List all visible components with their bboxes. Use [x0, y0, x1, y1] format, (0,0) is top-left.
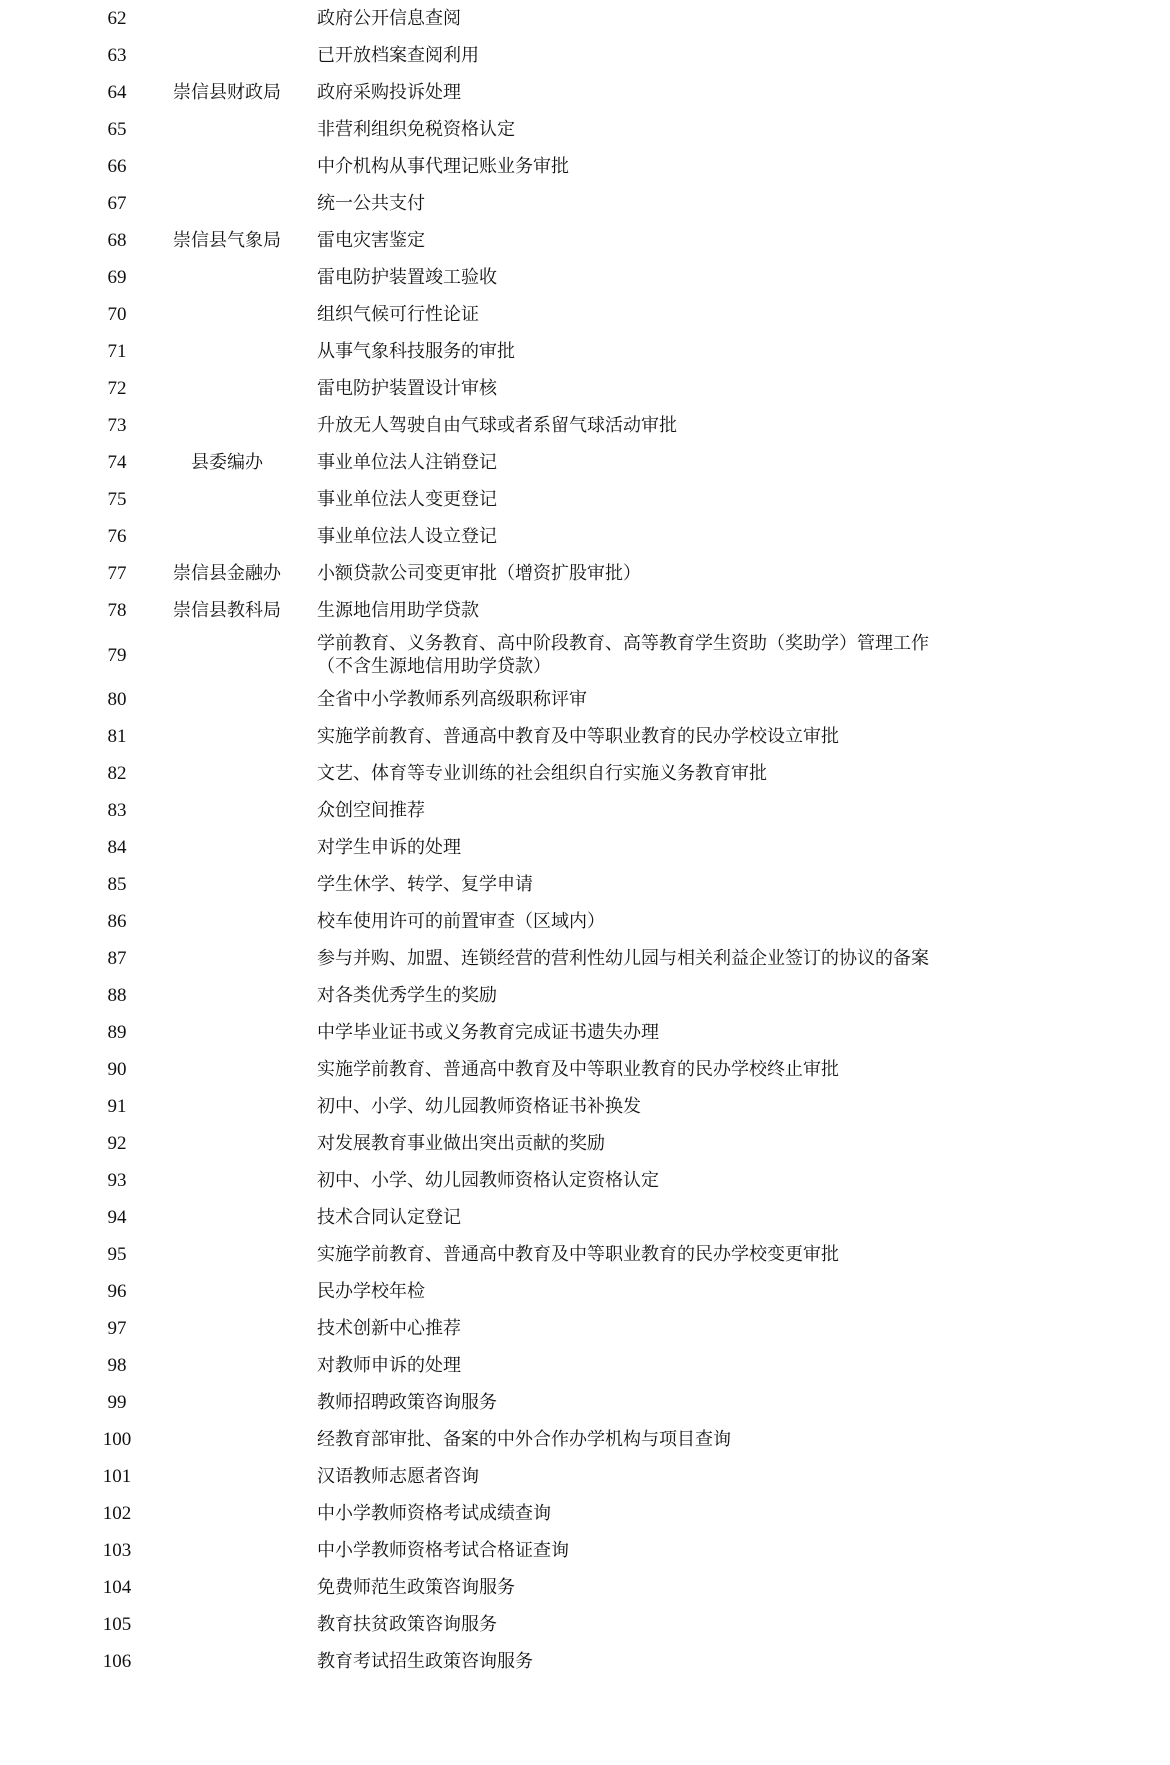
row-number: 64	[107, 82, 127, 103]
row-number: 87	[107, 948, 127, 969]
table-row	[0, 1458, 1170, 1495]
service-item-name: 技术创新中心推荐	[317, 1318, 461, 1339]
department-name	[156, 1643, 298, 1680]
row-number: 69	[107, 267, 127, 288]
service-item-name: 众创空间推荐	[317, 800, 425, 821]
table-row	[0, 296, 1170, 333]
row-number: 75	[107, 489, 127, 510]
department-name	[156, 37, 298, 74]
row-number: 103	[102, 1540, 132, 1561]
service-item-name: 经教育部审批、备案的中外合作办学机构与项目查询	[317, 1429, 731, 1450]
department-name	[156, 903, 298, 940]
row-number: 84	[107, 837, 127, 858]
department-name	[156, 1569, 298, 1606]
service-item-name: 中小学教师资格考试合格证查询	[317, 1540, 569, 1561]
department-name	[156, 1532, 298, 1569]
table-row	[0, 444, 1170, 481]
table-row	[0, 1643, 1170, 1680]
row-number: 74	[107, 452, 127, 473]
department-name	[156, 829, 298, 866]
table-row	[0, 903, 1170, 940]
row-number: 82	[107, 763, 127, 784]
table-row	[0, 111, 1170, 148]
department-name: 崇信县金融办	[173, 563, 281, 584]
service-item-name: 雷电防护装置设计审核	[317, 378, 497, 399]
service-item-name: 免费师范生政策咨询服务	[317, 1577, 515, 1598]
table-row	[0, 792, 1170, 829]
row-number: 88	[107, 985, 127, 1006]
department-name	[156, 1125, 298, 1162]
department-name	[156, 407, 298, 444]
row-number: 68	[107, 230, 127, 251]
department-name	[156, 333, 298, 370]
service-item-name: 民办学校年检	[317, 1281, 425, 1302]
row-number: 89	[107, 1022, 127, 1043]
service-item-name: 中小学教师资格考试成绩查询	[317, 1503, 551, 1524]
service-item-name: 初中、小学、幼儿园教师资格认定资格认定	[317, 1170, 659, 1191]
row-number: 101	[102, 1466, 132, 1487]
department-name	[156, 866, 298, 903]
row-number: 73	[107, 415, 127, 436]
service-item-name: 雷电灾害鉴定	[317, 230, 425, 251]
row-number: 102	[102, 1503, 132, 1524]
service-item-name: 教师招聘政策咨询服务	[317, 1392, 497, 1413]
service-item-name: 校车使用许可的前置审查（区域内）	[317, 911, 605, 932]
table-row	[0, 185, 1170, 222]
service-item-name: 对各类优秀学生的奖励	[317, 985, 497, 1006]
table-row	[0, 1532, 1170, 1569]
department-name	[156, 111, 298, 148]
service-item-name: 全省中小学教师系列高级职称评审	[317, 689, 587, 710]
service-item-name: 对发展教育事业做出突出贡献的奖励	[317, 1133, 605, 1154]
table-row	[0, 1384, 1170, 1421]
service-item-line-2: （不含生源地信用助学贷款）	[317, 656, 551, 677]
service-item-name: 初中、小学、幼儿园教师资格证书补换发	[317, 1096, 641, 1117]
row-number: 85	[107, 874, 127, 895]
table-row	[0, 977, 1170, 1014]
table-row	[0, 1310, 1170, 1347]
table-row	[0, 1051, 1170, 1088]
table-row	[0, 1199, 1170, 1236]
department-name	[156, 0, 298, 37]
department-name: 崇信县气象局	[173, 230, 281, 251]
department-name	[156, 296, 298, 333]
table-row	[0, 629, 1170, 681]
row-number: 86	[107, 911, 127, 932]
service-item-name: 学生休学、转学、复学申请	[317, 874, 533, 895]
row-number: 70	[107, 304, 127, 325]
service-item-name: 生源地信用助学贷款	[317, 600, 479, 621]
department-name	[156, 977, 298, 1014]
service-item-name: 统一公共支付	[317, 193, 425, 214]
table-row	[0, 259, 1170, 296]
department-name	[156, 940, 298, 977]
row-number: 67	[107, 193, 127, 214]
row-number: 97	[107, 1318, 127, 1339]
service-item-name: 实施学前教育、普通高中教育及中等职业教育的民办学校变更审批	[317, 1244, 839, 1265]
service-item-line-1: 学前教育、义务教育、高中阶段教育、高等教育学生资助（奖助学）管理工作	[317, 633, 929, 654]
row-number: 100	[102, 1429, 132, 1450]
service-item-lines	[317, 632, 929, 678]
service-item-name: 事业单位法人注销登记	[317, 452, 497, 473]
department-name	[156, 259, 298, 296]
table-row	[0, 1606, 1170, 1643]
row-number: 81	[107, 726, 127, 747]
department-name	[156, 481, 298, 518]
service-item-name: 雷电防护装置竣工验收	[317, 267, 497, 288]
row-number: 78	[107, 600, 127, 621]
row-number: 104	[102, 1577, 132, 1598]
table-row	[0, 0, 1170, 37]
service-item-name: 技术合同认定登记	[317, 1207, 461, 1228]
department-name	[156, 792, 298, 829]
table-row	[0, 370, 1170, 407]
row-number: 99	[107, 1392, 127, 1413]
service-item-name: 已开放档案查阅利用	[317, 45, 479, 66]
department-name	[156, 1384, 298, 1421]
table-row	[0, 1569, 1170, 1606]
service-item-name: 对学生申诉的处理	[317, 837, 461, 858]
table-row	[0, 829, 1170, 866]
service-item-name	[317, 629, 1147, 681]
service-item-name: 中介机构从事代理记账业务审批	[317, 156, 569, 177]
row-number: 66	[107, 156, 127, 177]
table-row	[0, 1236, 1170, 1273]
service-item-name: 事业单位法人设立登记	[317, 526, 497, 547]
table-row	[0, 1421, 1170, 1458]
table-row	[0, 518, 1170, 555]
table-row	[0, 407, 1170, 444]
row-number: 62	[107, 8, 127, 29]
table-row	[0, 592, 1170, 629]
table-row	[0, 755, 1170, 792]
service-item-name: 政府公开信息查阅	[317, 8, 461, 29]
service-item-name: 小额贷款公司变更审批（增资扩股审批）	[317, 563, 641, 584]
table-row	[0, 333, 1170, 370]
service-item-name: 文艺、体育等专业训练的社会组织自行实施义务教育审批	[317, 763, 767, 784]
service-item-name: 升放无人驾驶自由气球或者系留气球活动审批	[317, 415, 677, 436]
row-number: 71	[107, 341, 127, 362]
service-item-name: 实施学前教育、普通高中教育及中等职业教育的民办学校设立审批	[317, 726, 839, 747]
department-name	[156, 1162, 298, 1199]
table-row	[0, 940, 1170, 977]
table-row	[0, 555, 1170, 592]
department-name	[156, 1421, 298, 1458]
service-item-name: 教育考试招生政策咨询服务	[317, 1651, 533, 1672]
service-item-name: 组织气候可行性论证	[317, 304, 479, 325]
table-row	[0, 866, 1170, 903]
table-row	[0, 1088, 1170, 1125]
department-name	[156, 1236, 298, 1273]
department-name	[156, 1495, 298, 1532]
service-item-name: 政府采购投诉处理	[317, 82, 461, 103]
department-name	[156, 755, 298, 792]
department-name: 县委编办	[191, 452, 263, 473]
table-row	[0, 718, 1170, 755]
department-name	[156, 718, 298, 755]
row-number: 77	[107, 563, 127, 584]
service-item-name: 教育扶贫政策咨询服务	[317, 1614, 497, 1635]
service-item-name: 从事气象科技服务的审批	[317, 341, 515, 362]
department-name	[156, 1088, 298, 1125]
row-number: 95	[107, 1244, 127, 1265]
table-row	[0, 148, 1170, 185]
department-name: 崇信县财政局	[173, 82, 281, 103]
table-row	[0, 1125, 1170, 1162]
service-item-name: 参与并购、加盟、连锁经营的营利性幼儿园与相关利益企业签订的协议的备案	[317, 948, 929, 969]
department-name	[156, 148, 298, 185]
department-name	[156, 629, 298, 681]
table-row	[0, 37, 1170, 74]
department-name	[156, 1458, 298, 1495]
table-row	[0, 1014, 1170, 1051]
table-row	[0, 1273, 1170, 1310]
department-name	[156, 370, 298, 407]
table-row	[0, 1495, 1170, 1532]
row-number: 98	[107, 1355, 127, 1376]
row-number: 76	[107, 526, 127, 547]
table-row	[0, 1347, 1170, 1384]
row-number: 83	[107, 800, 127, 821]
row-number: 105	[102, 1614, 132, 1635]
department-name	[156, 1310, 298, 1347]
service-item-name: 汉语教师志愿者咨询	[317, 1466, 479, 1487]
service-item-name: 对教师申诉的处理	[317, 1355, 461, 1376]
service-item-name: 中学毕业证书或义务教育完成证书遗失办理	[317, 1022, 659, 1043]
row-number: 91	[107, 1096, 127, 1117]
row-number: 93	[107, 1170, 127, 1191]
table-row	[0, 681, 1170, 718]
row-number: 94	[107, 1207, 127, 1228]
department-name	[156, 1014, 298, 1051]
table-row	[0, 1162, 1170, 1199]
table-row	[0, 222, 1170, 259]
table-row	[0, 481, 1170, 518]
service-item-name: 事业单位法人变更登记	[317, 489, 497, 510]
service-item-name: 非营利组织免税资格认定	[317, 119, 515, 140]
department-name	[156, 1199, 298, 1236]
row-number: 92	[107, 1133, 127, 1154]
service-item-name: 实施学前教育、普通高中教育及中等职业教育的民办学校终止审批	[317, 1059, 839, 1080]
department-name	[156, 518, 298, 555]
department-name	[156, 1347, 298, 1384]
row-number: 79	[107, 644, 127, 666]
department-name	[156, 1273, 298, 1310]
department-name	[156, 1051, 298, 1088]
row-number: 72	[107, 378, 127, 399]
row-number: 63	[107, 45, 127, 66]
row-number: 90	[107, 1059, 127, 1080]
department-name	[156, 681, 298, 718]
row-number: 65	[107, 119, 127, 140]
department-name	[156, 1606, 298, 1643]
row-number: 80	[107, 689, 127, 710]
department-name: 崇信县教科局	[173, 600, 281, 621]
table-row	[0, 74, 1170, 111]
department-name	[156, 185, 298, 222]
row-number: 106	[102, 1651, 132, 1672]
row-number: 96	[107, 1281, 127, 1302]
